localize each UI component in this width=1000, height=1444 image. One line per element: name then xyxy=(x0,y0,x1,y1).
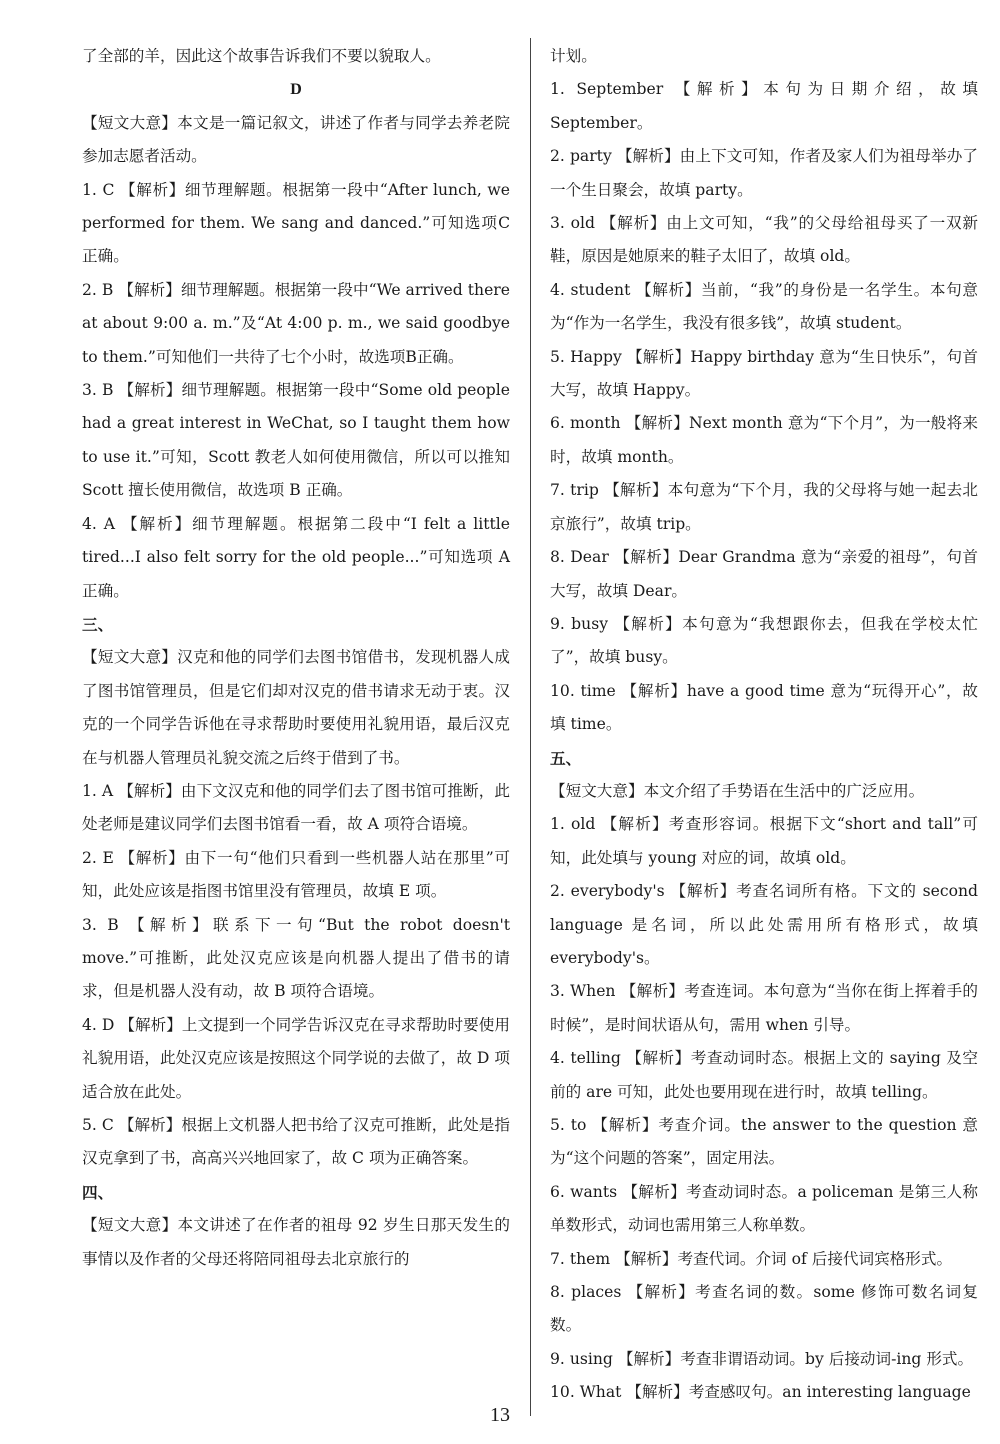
summary-paragraph: 【短文大意】本文讲述了在作者的祖母 92 岁生日那天发生的事情以及作者的父母还将陪同祖母去北京旅行的 xyxy=(82,1216,510,1268)
paragraph: 计划。 xyxy=(550,47,597,65)
answer-item: 7. trip 【解析】本句意为“下个月，我的父母将与她一起去北京旅行”，故填 trip。 xyxy=(550,481,978,533)
answer-item: 5. Happy 【解析】Happy birthday 意为“生日快乐”，句首大写，故填 Happy。 xyxy=(550,347,978,400)
answer-item: 4. student 【解析】当前，“我”的身份是一名学生。本句意为“作为一名学生，我没有很多钱”，故填 student。 xyxy=(550,280,978,333)
answer-item: 10. time 【解析】have a good time 意为“玩得开心”，故填 time。 xyxy=(550,681,978,734)
summary-paragraph: 【短文大意】本文介绍了手势语在生活中的广泛应用。 xyxy=(550,781,925,800)
section-heading: 三、 xyxy=(82,614,114,634)
answer-item: 1. C 【解析】细节理解题。根据第一段中“After lunch, we performed for them. We sang and danced.”可知选项C正确。 xyxy=(82,180,510,266)
answer-item: 9. using 【解析】考查非谓语动词。by 后接动词-ing 形式。 xyxy=(550,1349,974,1368)
answer-item: 2. E 【解析】由下一句“他们只看到一些机器人站在那里”可知，此处应该是指图书馆里没有管理员，故填 E 项。 xyxy=(82,848,510,901)
answer-item: 1. old 【解析】考查形容词。根据下文“short and tall”可知，此处填与 young 对应的词，故填 old。 xyxy=(550,815,978,867)
answer-item: 2. party 【解析】由上下文可知，作者及家人们为祖母举办了一个生日聚会，故填 party。 xyxy=(550,147,978,199)
answer-item: 1. A 【解析】由下文汉克和他的同学们去了图书馆可推断，此处老师是建议同学们去图书馆看一看，故 A 项符合语境。 xyxy=(82,781,510,834)
column-divider xyxy=(530,38,531,1416)
summary-paragraph: 【短文大意】汉克和他的同学们去图书馆借书，发现机器人成了图书馆管理员，但是它们却对汉克的借书请求无动于衷。汉克的一个同学告诉他在寻求帮助时要使用礼貌用语，最后汉克在与机器人管理员礼貌交流之后终于借到了书。 xyxy=(82,648,510,767)
answer-item: 3. When 【解析】考查连词。本句意为“当你在街上挥着手的时候”，是时间状语从句，需用 when 引导。 xyxy=(550,982,978,1034)
answer-item: 3. old 【解析】由上文可知，“我”的父母给祖母买了一双新鞋，原因是她原来的鞋子太旧了，故填 old。 xyxy=(550,214,978,266)
answer-item: 8. Dear 【解析】Dear Grandma 意为“亲爱的祖母”，句首大写，故填 Dear。 xyxy=(550,548,978,600)
section-heading: 四、 xyxy=(82,1182,114,1202)
answer-item: 1. September 【解析】本句为日期介绍，故填 September。 xyxy=(550,80,978,132)
answer-item: 2. B 【解析】细节理解题。根据第一段中“We arrived there at about 9:00 a. m.”及“At 4:00 p. m., we said goodbye to them.”可知他们一共待了七个小时，故选项B正确。 xyxy=(82,280,510,366)
answer-item: 10. What 【解析】考查感叹句。an interesting language xyxy=(550,1383,971,1402)
paragraph: 了全部的羊，因此这个故事告诉我们不要以貌取人。 xyxy=(82,47,441,65)
answer-item: 7. them 【解析】考查代词。介词 of 后接代词宾格形式。 xyxy=(550,1249,953,1268)
answer-item: 5. C 【解析】根据上文机器人把书给了汉克可推断，此处是指汉克拿到了书，高高兴兴地回家了，故 C 项为正确答案。 xyxy=(82,1116,510,1168)
section-heading: 五、 xyxy=(550,748,582,768)
answer-item: 9. busy 【解析】本句意为“我想跟你去，但我在学校太忙了”，故填 busy。 xyxy=(550,614,978,667)
answer-item: 2. everybody's 【解析】考查名词所有格。下文的 second language 是名词，所以此处需用所有格形式，故填 everybody's。 xyxy=(550,882,978,967)
answer-item: 5. to 【解析】考查介词。the answer to the question 意为“这个问题的答案”，固定用法。 xyxy=(550,1116,978,1168)
answer-item: 8. places 【解析】考查名词的数。some 修饰可数名词复数。 xyxy=(550,1283,978,1335)
section-heading: D xyxy=(290,81,302,99)
page-number: 13 xyxy=(490,1404,510,1426)
answer-item: 3. B 【解析】细节理解题。根据第一段中“Some old people had a great interest in WeChat, so I taught them how to use it.”可知，Scott 教老人如何使用微信，所以可以推知 Scott 擅长使用微信，故选项 B 正确。 xyxy=(82,381,510,500)
answer-item: 4. telling 【解析】考查动词时态。根据上文的 saying 及空前的 are 可知，此处也要用现在进行时，故填 telling。 xyxy=(550,1049,978,1101)
left-column xyxy=(82,40,510,1276)
answer-item: 3. B 【解析】联系下一句“But the robot doesn't move.”可推断，此处汉克应该是向机器人提出了借书的请求，但是机器人没有动，故 B 项符合语境。 xyxy=(82,915,510,1001)
answer-item: 6. wants 【解析】考查动词时态。a policeman 是第三人称单数形式，动词也需用第三人称单数。 xyxy=(550,1182,978,1235)
right-column xyxy=(550,40,978,1410)
answer-item: 4. A 【解析】细节理解题。根据第二段中“I felt a little tired...I also felt sorry for the old people...”可知选项 A 正确。 xyxy=(82,514,510,600)
answer-item: 6. month 【解析】Next month 意为“下个月”，为一般将来时，故填 month。 xyxy=(550,414,978,466)
summary-paragraph: 【短文大意】本文是一篇记叙文，讲述了作者与同学去养老院参加志愿者活动。 xyxy=(82,113,510,166)
answer-item: 4. D 【解析】上文提到一个同学告诉汉克在寻求帮助时要使用礼貌用语，此处汉克应该是按照这个同学说的去做了，故 D 项适合放在此处。 xyxy=(82,1015,510,1101)
